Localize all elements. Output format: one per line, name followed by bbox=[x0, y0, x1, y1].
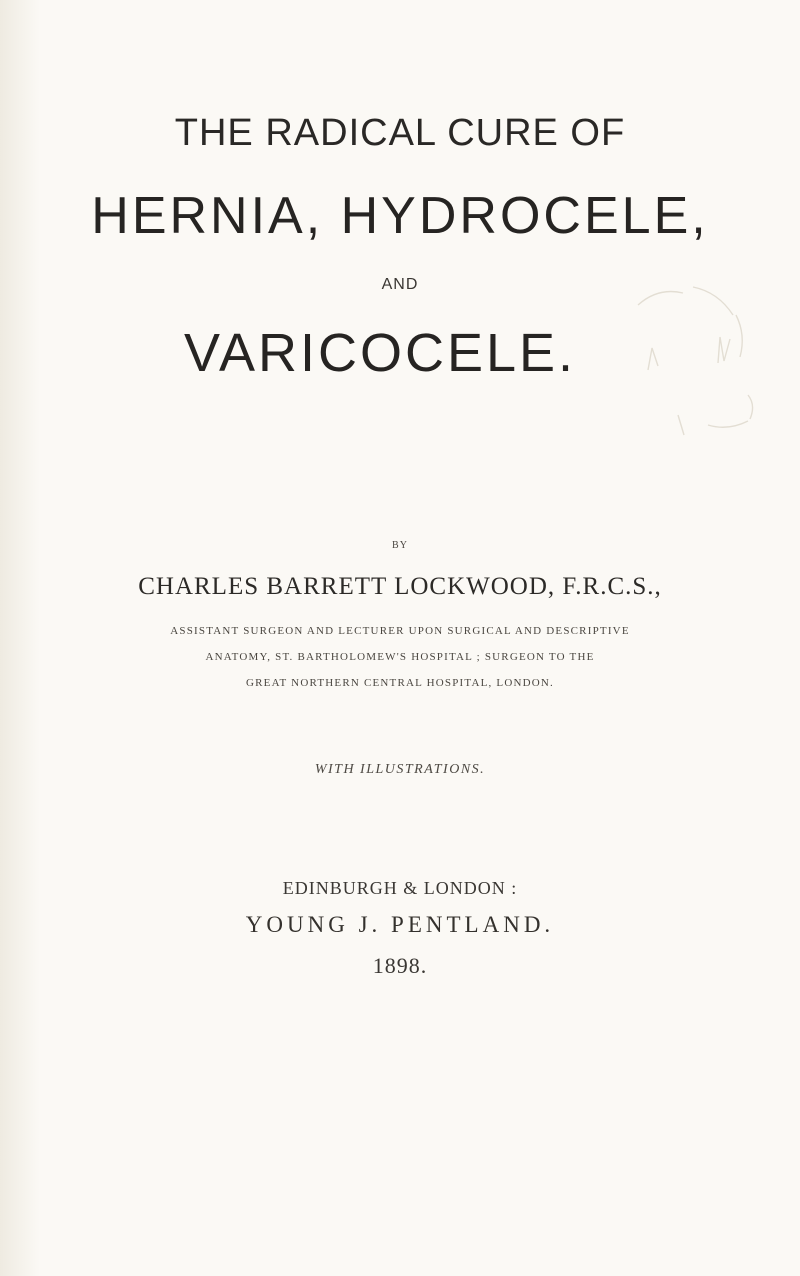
author-credential-line: GREAT NORTHERN CENTRAL HOSPITAL, LONDON. bbox=[245, 677, 554, 689]
title-line-2: HERNIA, HYDROCELE, bbox=[91, 187, 709, 245]
illustrations-note: WITH ILLUSTRATIONS. bbox=[314, 762, 486, 777]
author-credential-line: ANATOMY, ST. BARTHOLOMEW'S HOSPITAL ; SURGEON TO THE bbox=[205, 651, 595, 663]
by-label: BY bbox=[392, 540, 408, 551]
imprint-place: EDINBURGH & LONDON : bbox=[282, 878, 518, 898]
author-credential-line: ASSISTANT SURGEON AND LECTURER UPON SURGICAL AND DESCRIPTIVE bbox=[170, 625, 630, 637]
title-line-3: VARICOCELE. bbox=[183, 323, 577, 383]
author-name: CHARLES BARRETT LOCKWOOD, F.R.C.S., bbox=[138, 573, 662, 600]
title-line-1: THE RADICAL CURE OF bbox=[174, 112, 626, 154]
imprint-publisher: YOUNG J. PENTLAND. bbox=[245, 912, 555, 937]
library-stamp-bleed bbox=[618, 275, 788, 475]
imprint-year: 1898. bbox=[372, 953, 428, 978]
title-conjunction: AND bbox=[381, 276, 419, 293]
